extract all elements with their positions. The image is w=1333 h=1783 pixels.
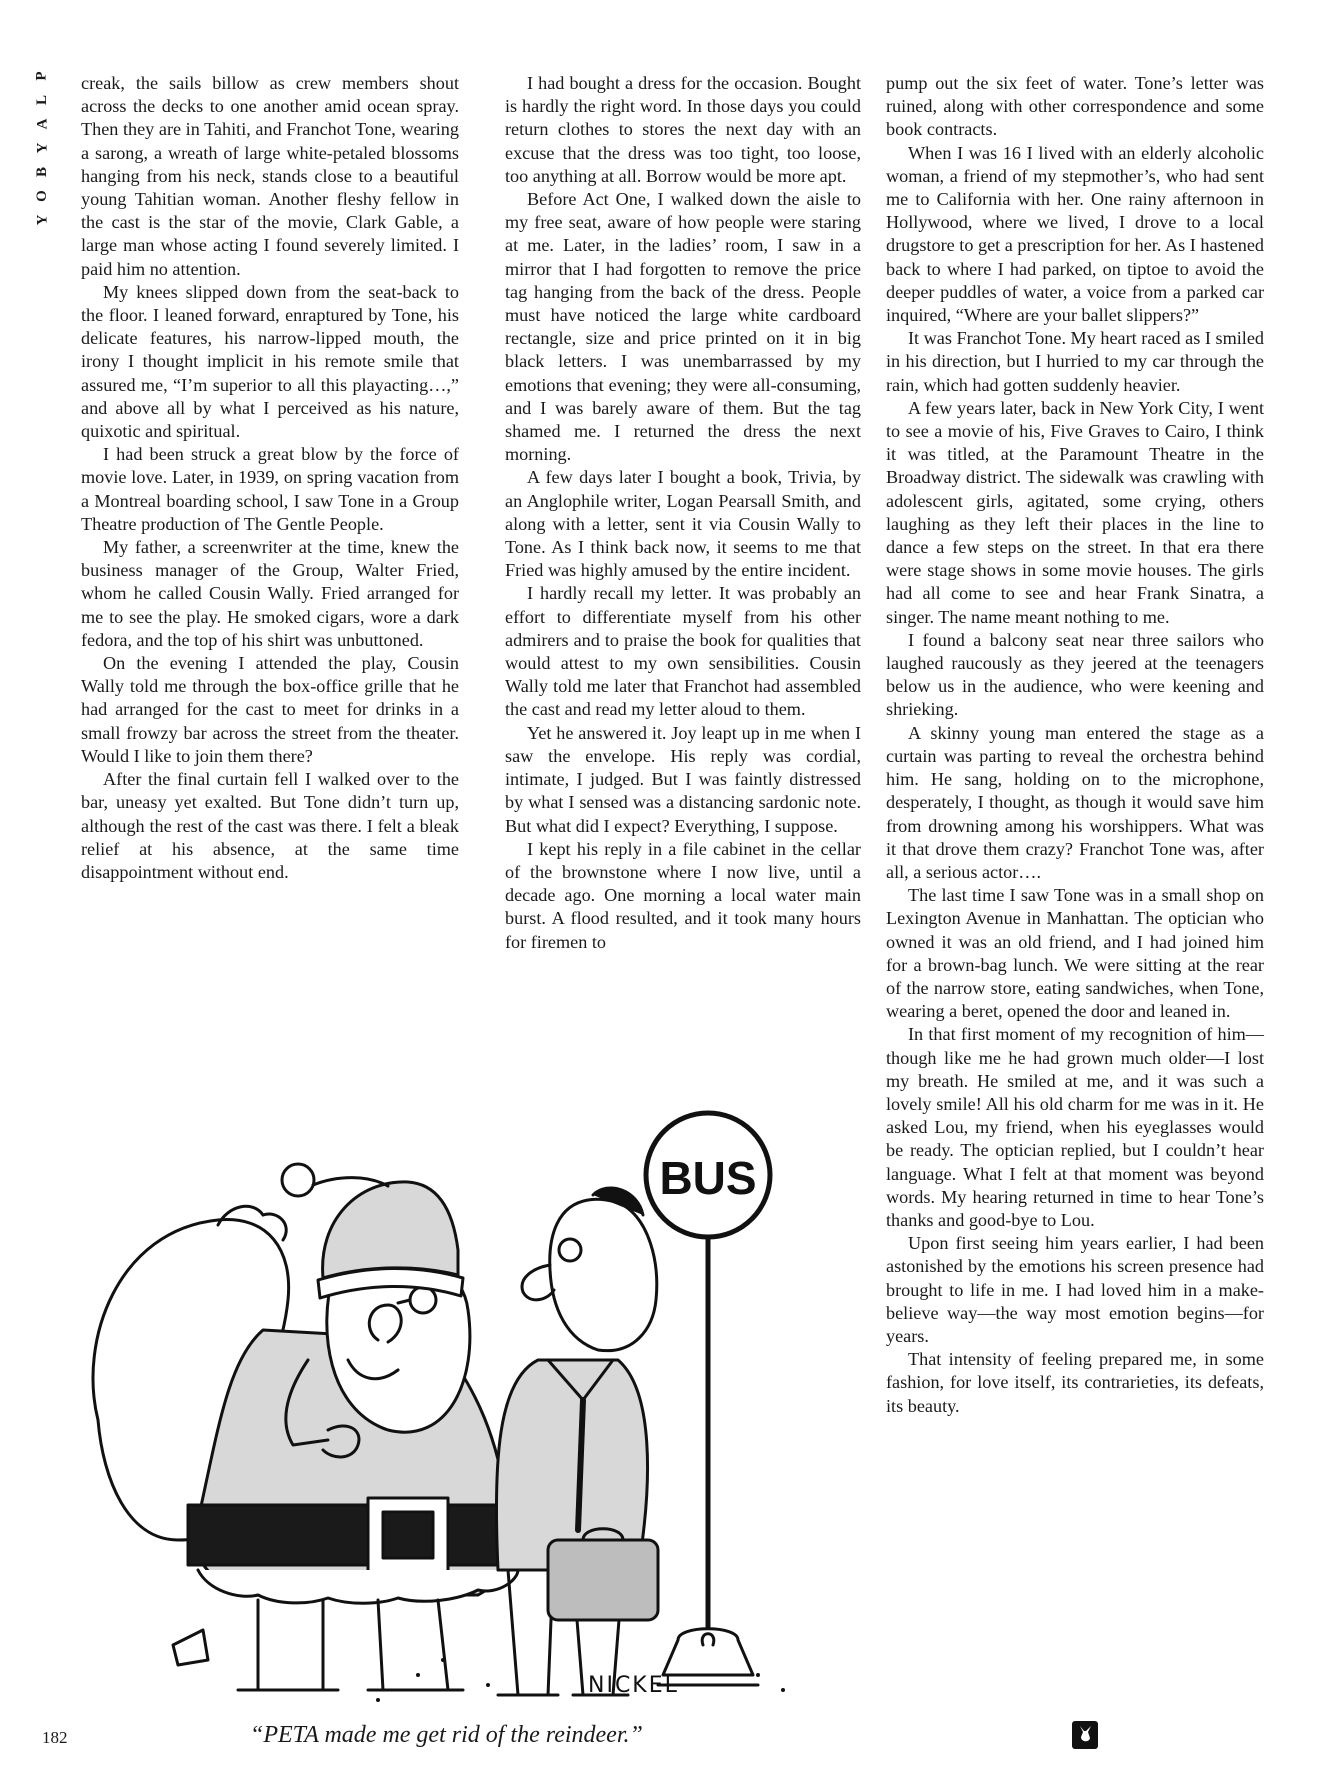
article-column-3 — [886, 72, 1264, 1418]
running-head-letter: Y — [34, 142, 50, 154]
cartoon-caption: “PETA made me get rid of the reindeer.” — [250, 1722, 643, 1748]
article-paragraph: A few days later I bought a book, Trivia, by an Anglophile writer, Logan Pearsall Smith, and along with a letter, sent it via Cousin Wally to Tone. As I think back now, it seems to me that Fried was highly amused by the entire incident. — [505, 467, 861, 581]
running-head-letter: Y — [34, 214, 50, 226]
article-paragraph: The last time I saw Tone was in a small shop on Lexington Avenue in Manhattan. The optician who owned it was an old friend, and I had joined him for a brown-bag lunch. We were sitting at the rear of the narrow store, eating sandwiches, when Tone, wearing a beret, opened the door and leaned in. — [886, 885, 1264, 1022]
article-paragraph: When I was 16 I lived with an elderly alcoholic woman, a friend of my stepmother’s, who had sent me to California with her. One rainy afternoon in Hollywood, where we lived, I drove to a local drugstore to get a prescription for her. As I hastened back to where I had parked, on tiptoe to avoid the deeper puddles of water, a voice from a parked car inquired, “Where are your ballet slippers?” — [886, 142, 1264, 326]
running-head-letter: O — [33, 190, 50, 202]
article-paragraph: My knees slipped down from the seat-back to the floor. I leaned forward, enraptured by Tone, his delicate features, his narrow-lipped mouth, the irony I thought implicit in his remote smile that assured me, “I’m superior to all this playacting…,” and above all by what I perceived as his nature, quixotic and spiritual. — [81, 281, 459, 442]
article-column-1 — [81, 72, 459, 884]
santa-hat — [323, 1182, 458, 1278]
santa-belt — [188, 1505, 518, 1565]
article-paragraph: Before Act One, I walked down the aisle to my free seat, aware of how people were staring at me. Later, in the ladies’ room, I saw in a mirror that I had forgotten to remove the price tag hanging from the back of the dress. People must have noticed the large white cardboard rectangle, size and price printed on it in big black letters. I was unembarrassed by my emotions that evening; they were all-consuming, and I was barely aware of them. But the tag shamed me. I returned the dress the next morning. — [505, 189, 861, 465]
article-paragraph: On the evening I attended the play, Cousin Wally told me through the box-office grille that he had arranged for the cast to meet for drinks in a small frowzy bar across the street from the theater. Would I like to join them there? — [81, 653, 459, 766]
cartoonist-signature: NICKEL — [588, 1673, 679, 1698]
cartoon-illustration — [78, 1100, 878, 1708]
running-head — [31, 64, 53, 232]
article-paragraph: I hardly recall my letter. It was probably an effort to differentiate myself from his other admirers and to praise the book for qualities that would attest to my own sensibilities. Cousin Wally told me later that Franchot had assembled the cast and read my letter aloud to them. — [505, 583, 861, 720]
article-paragraph: A few years later, back in New York City, I went to see a movie of his, Five Graves to Cairo, I think it was titled, at the Paramount Theatre in the Broadway district. The sidewalk was crawling with adolescent girls, agitated, some crying, others laughing as they left their places in the line to dance a few steps on the street. In that era there were stage shows in some movie houses. The girls had all come to see and hear Frank Sinatra, a singer. The name meant nothing to me. — [886, 397, 1264, 627]
man-head — [550, 1199, 657, 1350]
running-head-letter: P — [33, 71, 50, 81]
article-paragraph: I found a balcony seat near three sailors who laughed raucously as they jeered at the teenagers below us in the audience, who were keening and shrieking. — [886, 629, 1264, 720]
article-paragraph: Upon first seeing him years earlier, I had been astonished by the emotions his screen presence had brought to life in me. I had loved him in a make-believe way—the way most emotion begins—for years. — [886, 1233, 1264, 1346]
article-paragraph: I had been struck a great blow by the force of movie love. Later, in 1939, on spring vacation from a Montreal boarding school, I saw Tone in a Group Theatre production of The Gentle People. — [81, 444, 459, 534]
article-paragraph: I had bought a dress for the occasion. Bought is hardly the right word. In those days you could return clothes to stores the next day with an excuse that the dress was too tight, too loose, too anything at all. Borrow would be more apt. — [505, 73, 861, 186]
article-paragraph: creak, the sails billow as crew members shout across the decks to one another amid ocean spray. Then they are in Tahiti, and Franchot Tone, wearing a sarong, a wreath of large white-petaled blossoms hanging from his neck, stands close to a beautiful young Tahitian woman. Another fleshy fellow in the cast is the star of the movie, Clark Gable, a large man whose acting I found severely limited. I paid him no attention. — [81, 73, 459, 279]
article-paragraph: pump out the six feet of water. Tone’s letter was ruined, along with other correspondence and some book contracts. — [886, 73, 1264, 140]
article-paragraph: After the final curtain fell I walked over to the bar, uneasy yet exalted. But Tone didn’t turn up, although the rest of the cast was there. I felt a bleak relief at his absence, at the same time disappointment without end. — [81, 769, 459, 882]
article-paragraph: I kept his reply in a file cabinet in the cellar of the brownstone where I now live, until a decade ago. One morning a local water main burst. A flood resulted, and it took many hours for firemen to — [505, 838, 861, 952]
article-paragraph: Yet he answered it. Joy leapt up in me when I saw the envelope. His reply was cordial, intimate, I judged. But I was faintly distressed by what I sensed was a distancing sardonic note. But what did I expect? Everything, I suppose. — [505, 722, 861, 836]
running-head-letter: A — [34, 118, 50, 130]
running-head-letter: L — [33, 94, 50, 106]
bus-sign-text: BUS — [659, 1152, 757, 1204]
article-paragraph: My father, a screenwriter at the time, knew the business manager of the Group, Walter Fried, whom he called Cousin Wally. Fried arranged for me to see the play. He smoked cigars, wore a dark fedora, and the top of his shirt was unbuttoned. — [81, 537, 459, 650]
briefcase — [548, 1540, 658, 1620]
rabbit-logo-icon — [1072, 1721, 1098, 1749]
page-number: 182 — [42, 1728, 68, 1747]
running-head-letter: B — [33, 166, 50, 178]
article-paragraph: In that first moment of my recognition of him—though like me he had grown much older—I lost my breath. He smiled at me, and it was such a lovely smile! All his old charm for me was in it. He asked Lou, my friend, when his eyeglasses would be ready. The optician replied, but I couldn’t hear language. What I felt at that moment was beyond words. My hearing returned in time to hear Tone’s thanks and good-bye to Lou. — [886, 1024, 1264, 1230]
cartoon-drawing — [78, 1100, 878, 1708]
article-paragraph: It was Franchot Tone. My heart raced as I smiled in his direction, but I hurried to my car through the rain, which had gotten suddenly heavier. — [886, 328, 1264, 395]
article-column-2 — [505, 72, 861, 954]
article-paragraph: That intensity of feeling prepared me, in some fashion, for love itself, its contrarieties, its defeats, its beauty. — [886, 1349, 1264, 1416]
article-paragraph: A skinny young man entered the stage as a curtain was parting to reveal the orchestra behind him. He sang, holding on to the microphone, desperately, I thought, as though it would save him from drowning among his worshippers. What was it that drove them crazy? Franchot Tone was, after all, a serious actor…. — [886, 722, 1264, 882]
